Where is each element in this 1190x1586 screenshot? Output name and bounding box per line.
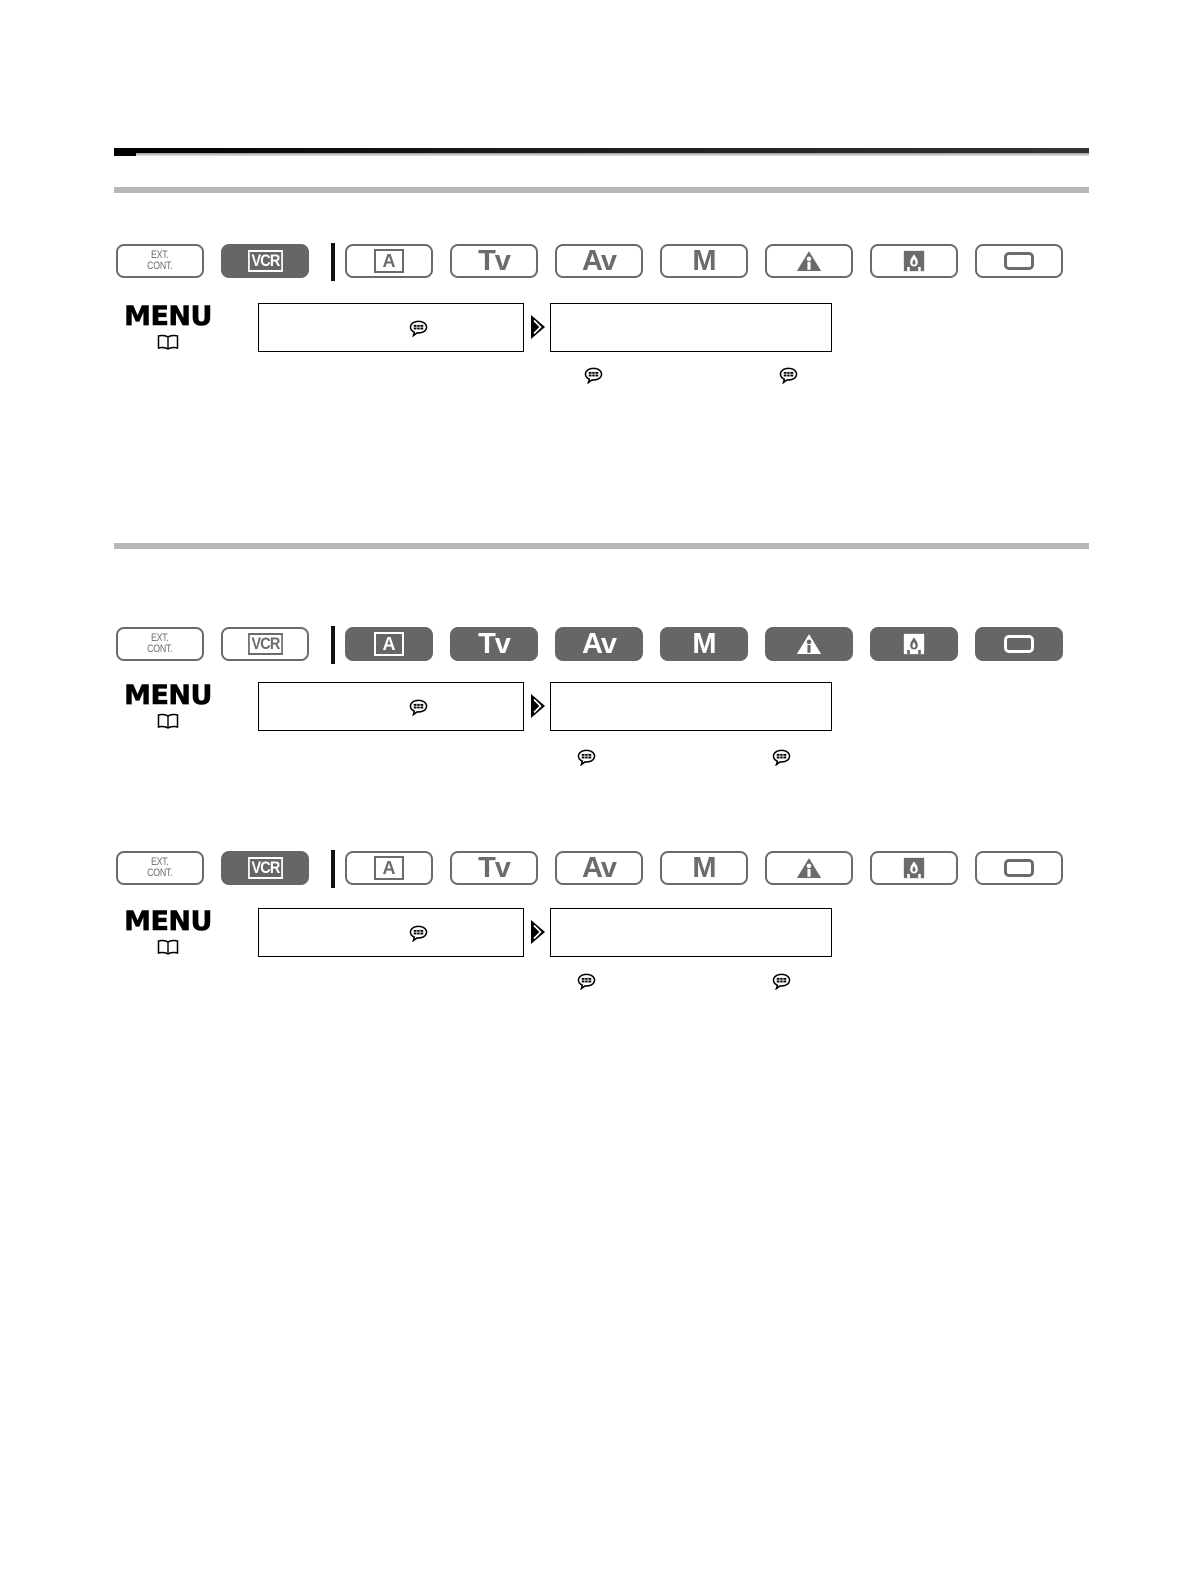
book-icon: [157, 713, 179, 729]
ext-label-line1: EXT.: [151, 856, 169, 868]
mode-av-button: [555, 851, 643, 885]
menu-result-box: [550, 682, 832, 731]
menu-label: MENU: [124, 906, 212, 937]
menu-indicator: [118, 908, 218, 956]
section-rule: [114, 187, 1089, 193]
menu-indicator: [118, 303, 218, 351]
menu-label: MENU: [124, 680, 212, 711]
title-rule-tab: [114, 148, 136, 156]
mode-fireworks-button: [870, 627, 958, 661]
frame-icon: [1004, 859, 1034, 877]
mode-card-button: [975, 244, 1063, 278]
mode-av-button: [555, 627, 643, 661]
tv-label: Tv: [478, 244, 510, 277]
speech-bubble-icon: [409, 320, 428, 337]
ext-label-line1: EXT.: [151, 632, 169, 644]
vcr-label: VCR: [248, 633, 283, 655]
menu-setting-box: [258, 908, 524, 957]
vcr-label: VCR: [248, 250, 283, 272]
mode-manual-button: [660, 244, 748, 278]
ext-label-line2: CONT.: [147, 260, 173, 272]
mode-auto-button: [345, 627, 433, 661]
mode-vcr-button: [221, 627, 309, 661]
av-label: Av: [582, 851, 616, 884]
menu-setting-box: [258, 303, 524, 352]
menu-setting-box: [258, 682, 524, 731]
mode-tv-button: [450, 851, 538, 885]
mode-auto-button: [345, 851, 433, 885]
speech-bubble-icon: [409, 925, 428, 942]
triangle-arrow-icon: [529, 692, 547, 720]
menu-result-box: [550, 908, 832, 957]
frame-icon: [1004, 635, 1034, 653]
mode-tv-button: [450, 244, 538, 278]
section-rule: [114, 543, 1089, 549]
speech-bubble-icon: [584, 367, 603, 384]
av-label: Av: [582, 244, 616, 277]
title-rule-shadow: [136, 153, 1089, 156]
mode-divider: [331, 243, 335, 281]
fireworks-icon: [903, 633, 925, 655]
book-icon: [157, 334, 179, 350]
mode-spotlight-button: [765, 851, 853, 885]
speech-bubble-icon: [577, 973, 596, 990]
menu-label: MENU: [124, 301, 212, 332]
tv-label: Tv: [478, 627, 510, 660]
ext-label-line2: CONT.: [147, 867, 173, 879]
spotlight-icon: [796, 633, 822, 656]
book-icon: [157, 939, 179, 955]
ext-label-line2: CONT.: [147, 643, 173, 655]
ext-label-line1: EXT.: [151, 249, 169, 261]
mode-fireworks-button: [870, 244, 958, 278]
mode-dial-row: [116, 627, 1088, 665]
manual-label: M: [692, 627, 716, 660]
spotlight-icon: [796, 857, 822, 880]
mode-manual-button: [660, 627, 748, 661]
mode-fireworks-button: [870, 851, 958, 885]
speech-bubble-icon: [577, 749, 596, 766]
triangle-arrow-icon: [529, 918, 547, 946]
mode-dial-row: [116, 244, 1088, 282]
mode-spotlight-button: [765, 627, 853, 661]
mode-spotlight-button: [765, 244, 853, 278]
mode-ext-cont-button: [116, 627, 204, 661]
mode-divider: [331, 850, 335, 888]
auto-label: A: [374, 856, 404, 880]
av-label: Av: [582, 627, 616, 660]
mode-card-button: [975, 851, 1063, 885]
mode-vcr-button: [221, 244, 309, 278]
mode-vcr-button: [221, 851, 309, 885]
mode-dial-row: [116, 851, 1088, 889]
speech-bubble-icon: [779, 367, 798, 384]
triangle-arrow-icon: [529, 313, 547, 341]
menu-result-box: [550, 303, 832, 352]
fireworks-icon: [903, 857, 925, 879]
manual-label: M: [692, 851, 716, 884]
speech-bubble-icon: [772, 973, 791, 990]
mode-auto-button: [345, 244, 433, 278]
tv-label: Tv: [478, 851, 510, 884]
vcr-label: VCR: [248, 857, 283, 879]
mode-ext-cont-button: [116, 851, 204, 885]
mode-divider: [331, 626, 335, 664]
manual-label: M: [692, 244, 716, 277]
mode-av-button: [555, 244, 643, 278]
auto-label: A: [374, 632, 404, 656]
spotlight-icon: [796, 250, 822, 273]
auto-label: A: [374, 249, 404, 273]
menu-indicator: [118, 682, 218, 730]
mode-tv-button: [450, 627, 538, 661]
speech-bubble-icon: [409, 699, 428, 716]
frame-icon: [1004, 252, 1034, 270]
speech-bubble-icon: [772, 749, 791, 766]
mode-ext-cont-button: [116, 244, 204, 278]
fireworks-icon: [903, 250, 925, 272]
mode-card-button: [975, 627, 1063, 661]
mode-manual-button: [660, 851, 748, 885]
